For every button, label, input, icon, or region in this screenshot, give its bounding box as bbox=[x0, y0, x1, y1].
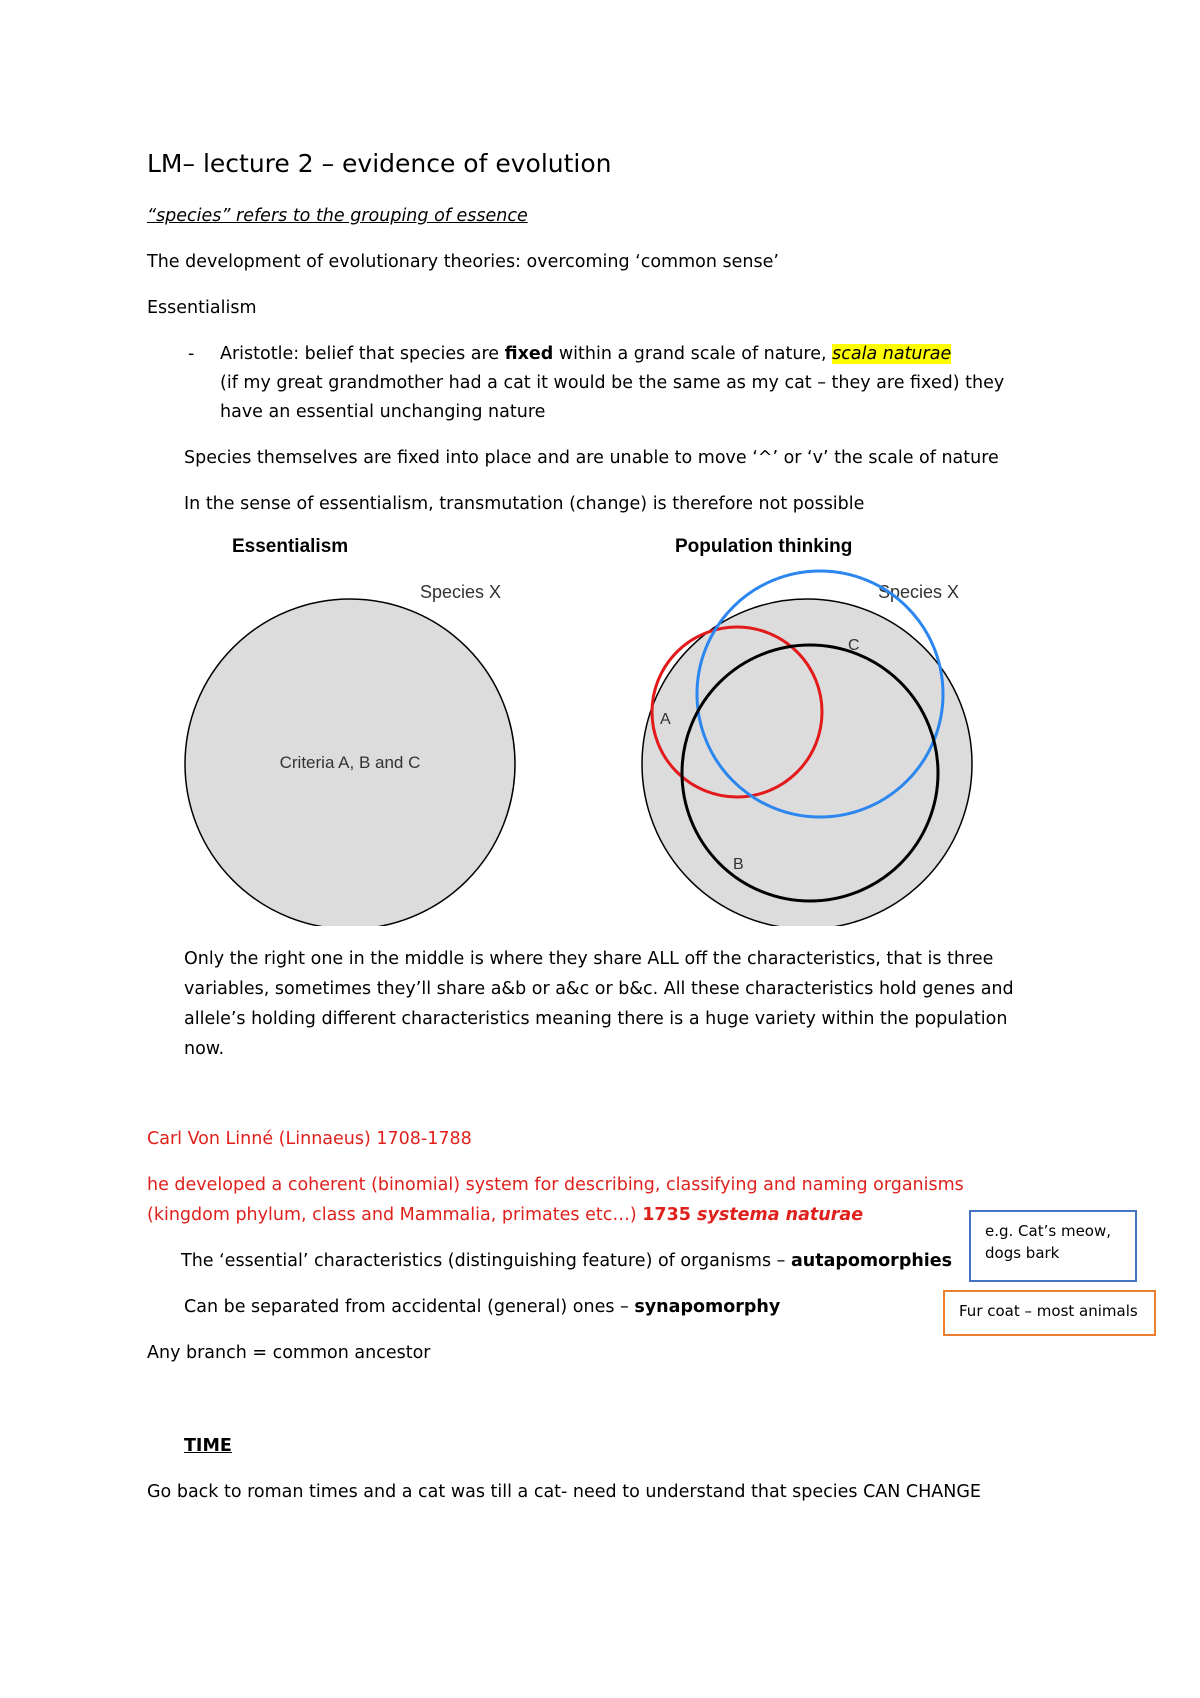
accidental-characteristics-line bbox=[184, 1295, 780, 1319]
accidental-text: Can be separated from accidental (general) ones – bbox=[184, 1297, 635, 1317]
fixed-bold: fixed bbox=[504, 344, 554, 364]
essential-text: The ‘essential’ characteristics (distinguishing feature) of organisms – bbox=[181, 1251, 791, 1271]
essential-characteristics-line bbox=[181, 1249, 952, 1273]
explanation-line-3: allele’s holding different characteristics meaning there is a huge variety within the population bbox=[184, 1009, 1008, 1029]
species-definition: “species” refers to the grouping of essence bbox=[147, 206, 528, 226]
example-box-blue: e.g. Cat’s meow, dogs bark bbox=[969, 1210, 1137, 1282]
population-diagram-title: Population thinking bbox=[675, 536, 853, 557]
aristotle-line-3: have an essential unchanging nature bbox=[220, 402, 546, 422]
development-line: The development of evolutionary theories: overcoming ‘common sense’ bbox=[147, 252, 779, 272]
left-species-label: Species X bbox=[420, 582, 502, 602]
explanation-line-4: now. bbox=[184, 1039, 225, 1059]
label-a: A bbox=[660, 711, 671, 728]
systema-naturae: systema naturae bbox=[697, 1205, 864, 1225]
linnaeus-name: Carl Von Linné (Linnaeus) 1708-1788 bbox=[147, 1129, 472, 1149]
species-fixed-line: Species themselves are fixed into place and are unable to move ‘^’ or ‘v’ the scale of nature bbox=[184, 448, 999, 468]
criteria-label: Criteria A, B and C bbox=[279, 753, 421, 772]
essentialism-vs-population-diagram bbox=[170, 536, 980, 926]
essentialism-heading: Essentialism bbox=[147, 298, 257, 318]
time-text: Go back to roman times and a cat was till a cat- need to understand that species CAN CHANGE bbox=[147, 1482, 981, 1502]
time-heading: TIME bbox=[184, 1436, 232, 1456]
linnaeus-year: 1735 bbox=[642, 1205, 698, 1225]
essentialism-diagram-title: Essentialism bbox=[232, 536, 349, 557]
right-species-label: Species X bbox=[878, 582, 960, 602]
explanation-line-2: variables, sometimes they’ll share a&b or a&c or b&c. All these characteristics hold genes and bbox=[184, 979, 1014, 999]
aristotle-line-2: (if my great grandmother had a cat it would be the same as my cat – they are fixed) they bbox=[220, 373, 1005, 393]
explanation-line-1: Only the right one in the middle is where they share ALL off the characteristics, that is three bbox=[184, 949, 994, 969]
linnaeus-line-1: he developed a coherent (binomial) system for describing, classifying and naming organisms bbox=[147, 1175, 964, 1195]
branch-line: Any branch = common ancestor bbox=[147, 1343, 431, 1363]
page-title: LM– lecture 2 – evidence of evolution bbox=[147, 149, 612, 178]
aristotle-text-b: within a grand scale of nature, bbox=[553, 344, 833, 364]
linnaeus-line-2 bbox=[147, 1203, 863, 1227]
autapomorphies-bold: autapomorphies bbox=[790, 1251, 953, 1271]
linnaeus-text: (kingdom phylum, class and Mammalia, primates etc…) bbox=[147, 1205, 643, 1225]
label-b: B bbox=[733, 856, 744, 873]
aristotle-line-1 bbox=[220, 342, 951, 366]
synapomorphy-bold: synapomorphy bbox=[634, 1297, 781, 1317]
aristotle-text-a: Aristotle: belief that species are bbox=[220, 344, 505, 364]
label-c: C bbox=[848, 637, 860, 654]
example-box-orange: Fur coat – most animals bbox=[943, 1290, 1156, 1336]
bullet-marker: - bbox=[188, 344, 195, 364]
transmutation-line: In the sense of essentialism, transmutation (change) is therefore not possible bbox=[184, 494, 865, 514]
scala-naturae-highlight: scala naturae bbox=[832, 344, 952, 364]
